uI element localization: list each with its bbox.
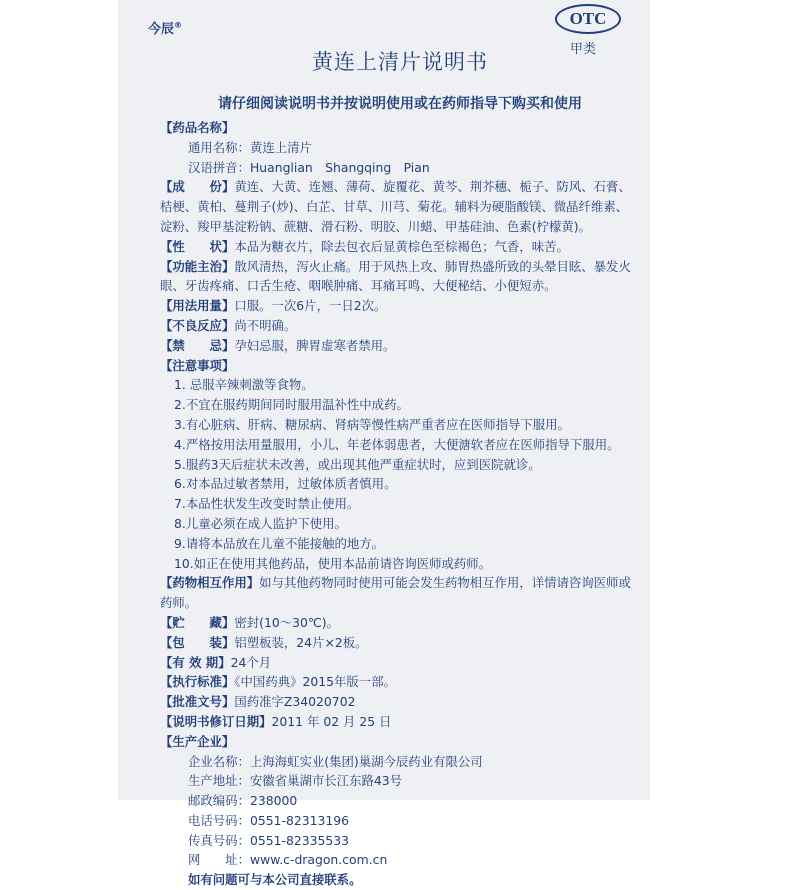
manufacturer-line: 企业名称：上海海虹实业(集团)巢湖今辰药业有限公司 — [188, 753, 483, 769]
adverse-text: 尚不明确。 — [234, 317, 297, 333]
precaution-item: 8.儿童必须在成人监护下使用。 — [174, 515, 347, 531]
precaution-item: 2.不宜在服药期间同时服用温补性中成药。 — [174, 397, 409, 413]
revision-text: 2011 年 02 月 25 日 — [271, 713, 392, 729]
contraindications-heading: 【禁 忌】 — [160, 337, 235, 353]
brand-logo — [148, 18, 182, 37]
manufacturer-line: 传真号码：0551-82335533 — [188, 832, 350, 848]
interaction-section — [160, 573, 640, 613]
usage-notice: 请仔细阅读说明书并按说明使用或在药师指导下购买和使用 — [218, 96, 582, 112]
precaution-item: 10.如正在使用其他药品，使用本品前请咨询医师或药师。 — [174, 555, 492, 571]
manufacturer-heading: 【生产企业】 — [160, 733, 235, 749]
character-section — [160, 237, 640, 257]
manufacturer-line: 电话号码：0551-82313196 — [188, 812, 350, 828]
precaution-item: 3.有心脏病、肝病、糖尿病、肾病等慢性病严重者应在医师指导下服用。 — [174, 416, 570, 432]
indications-heading: 【功能主治】 — [160, 258, 235, 274]
contact-note: 如有问题可与本公司直接联系。 — [188, 872, 362, 888]
drug-name-heading: 【药品名称】 — [160, 120, 235, 135]
leaflet-body — [160, 118, 640, 890]
indications-text: 散风清热，泻火止痛。用于风热上攻、肺胃热盛所致的头晕目眩、暴发火眼、牙齿疼痛、口舌生疮、咽喉肿痛、耳痛耳鸣、大便秘结、小便短赤。 — [160, 258, 631, 294]
standard-text: 《中国药典》2015年版一部。 — [234, 674, 396, 690]
manufacturer-line: 生产地址：安徽省巢湖市长江东路43号 — [188, 773, 403, 789]
otc-badge: OTC — [555, 4, 621, 34]
manufacturer-line: 邮政编码：238000 — [188, 793, 298, 809]
package-heading: 【包 装】 — [160, 634, 235, 650]
storage-text: 密封(10～30℃)。 — [234, 614, 340, 630]
indications-section — [160, 257, 640, 297]
ingredients-heading: 【成 份】 — [160, 179, 235, 195]
ingredients-section — [160, 177, 640, 236]
contraindications-text: 孕妇忌服，脾胃虚寒者禁用。 — [234, 337, 396, 353]
standard-section — [160, 672, 640, 692]
precaution-item: 6.对本品过敏者禁用，过敏体质者慎用。 — [174, 476, 397, 492]
validity-section — [160, 653, 640, 673]
storage-heading: 【贮 藏】 — [160, 614, 235, 630]
adverse-section — [160, 316, 640, 336]
package-text: 铝塑板装，24片×2板。 — [234, 634, 368, 650]
standard-heading: 【执行标准】 — [160, 674, 235, 690]
revision-heading: 【说明书修订日期】 — [160, 713, 272, 729]
revision-section — [160, 712, 640, 732]
approval-heading: 【批准文号】 — [160, 694, 235, 710]
character-heading: 【性 状】 — [160, 238, 235, 254]
adverse-heading: 【不良反应】 — [160, 317, 235, 333]
otc-class-label: 甲类 — [570, 42, 597, 57]
approval-section — [160, 692, 640, 712]
ingredients-text: 黄连、大黄、连翘、薄荷、旋覆花、黄芩、荆芥穗、栀子、防风、石膏、桔梗、黄柏、蔓荆子(炒)、白芷、甘草、川芎、菊花。辅料为硬脂酸镁、微晶纤维素、淀粉、羧甲基淀粉钠、蔗糖、滑石粉、明胶、川蜡、甲基硅油、色素(柠檬黄)。 — [160, 179, 631, 234]
precaution-item: 5.服药3天后症状未改善，或出现其他严重症状时，应到医院就诊。 — [174, 456, 541, 472]
document-title: 黄连上清片说明书 — [312, 50, 488, 74]
precaution-item: 7.本品性状发生改变时禁止使用。 — [174, 496, 360, 512]
approval-text: 国药准字Z34020702 — [234, 694, 356, 710]
validity-heading: 【有 效 期】 — [160, 654, 231, 670]
generic-name: 通用名称：黄连上清片 — [188, 139, 312, 155]
dosage-section — [160, 296, 640, 316]
precaution-item: 9.请将本品放在儿童不能接触的地方。 — [174, 535, 385, 551]
contraindications-section — [160, 336, 640, 356]
precautions-heading: 【注意事项】 — [160, 357, 235, 373]
precaution-item: 4.严格按用法用量服用，小儿、年老体弱患者，大便溏软者应在医师指导下服用。 — [174, 436, 620, 452]
validity-text: 24个月 — [230, 654, 272, 670]
dosage-heading: 【用法用量】 — [160, 298, 235, 314]
character-text: 本品为糖衣片，除去包衣后显黄棕色至棕褐色；气香，味苦。 — [234, 238, 569, 254]
dosage-text: 口服。一次6片，一日2次。 — [234, 298, 387, 314]
interaction-text: 如与其他药物同时使用可能会发生药物相互作用，详情请咨询医师或药师。 — [160, 575, 631, 611]
package-section — [160, 633, 640, 653]
interaction-heading: 【药物相互作用】 — [160, 575, 260, 591]
registered-mark: ® — [174, 20, 183, 30]
pinyin-name: 汉语拼音：Huanglian Shangqing Pian — [188, 159, 430, 175]
brand-name: 今辰 — [148, 22, 175, 37]
precaution-item: 1. 忌服辛辣刺激等食物。 — [174, 377, 314, 393]
storage-section — [160, 613, 640, 633]
manufacturer-line: 网 址：www.c-dragon.com.cn — [188, 852, 388, 868]
